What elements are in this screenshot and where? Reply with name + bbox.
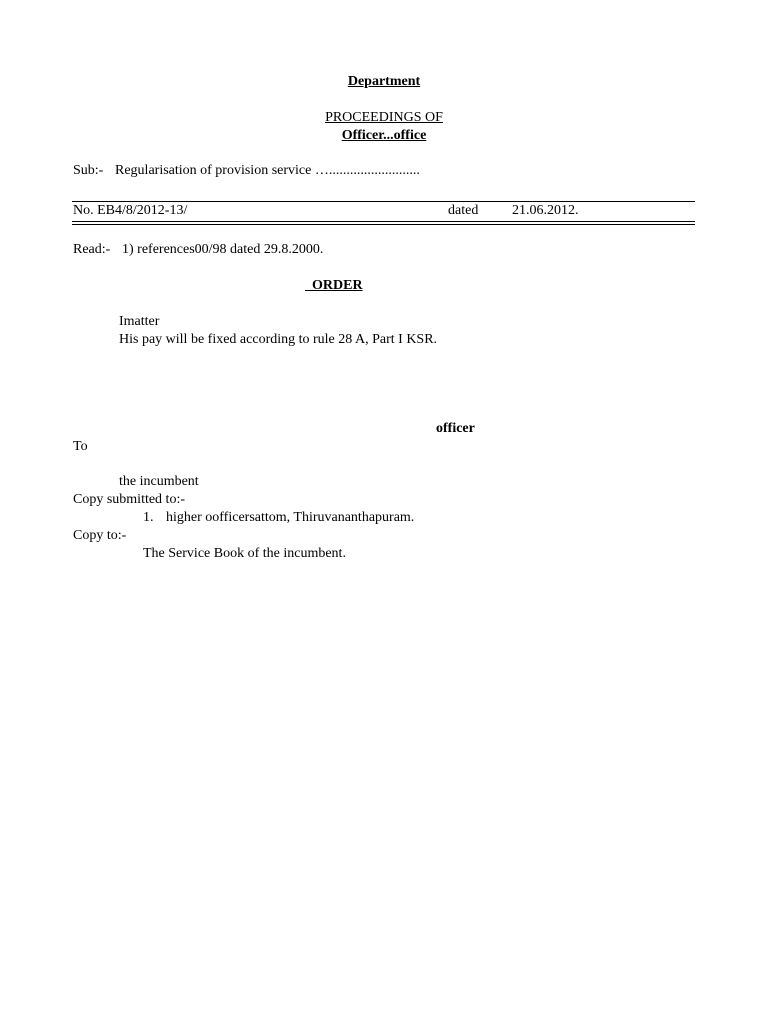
dated-label: dated xyxy=(448,203,479,218)
reference-number: No. EB4/8/2012-13/ xyxy=(73,203,188,218)
copy-submitted-item-number: 1. xyxy=(143,510,154,525)
bottom-rule-double xyxy=(72,224,695,225)
copy-to-text: The Service Book of the incumbent. xyxy=(143,546,346,561)
copy-submitted-label: Copy submitted to:- xyxy=(73,492,185,507)
to-recipient: the incumbent xyxy=(119,474,199,489)
office-heading: Officer...office xyxy=(341,128,427,143)
subject-text: Regularisation of provision service ….......................... xyxy=(115,163,420,178)
copy-to-label: Copy to:- xyxy=(73,528,127,543)
order-line-1: Imatter xyxy=(119,314,160,329)
read-reference: 1) references00/98 dated 29.8.2000. xyxy=(122,242,324,257)
copy-submitted-item-text: higher oofficersattom, Thiruvananthapuram. xyxy=(166,510,415,525)
read-label: Read:- xyxy=(73,242,111,257)
to-label: To xyxy=(73,439,88,454)
signatory: officer xyxy=(436,421,475,436)
department-heading: Department xyxy=(347,74,421,89)
order-line-2: His pay will be fixed according to rule 28 A, Part I KSR. xyxy=(119,332,438,347)
subject-label: Sub:- xyxy=(73,163,104,178)
bottom-rule xyxy=(72,221,695,222)
order-date: 21.06.2012. xyxy=(512,203,579,218)
proceedings-heading: PROCEEDINGS OF xyxy=(325,110,443,125)
order-heading: ORDER xyxy=(312,278,363,293)
